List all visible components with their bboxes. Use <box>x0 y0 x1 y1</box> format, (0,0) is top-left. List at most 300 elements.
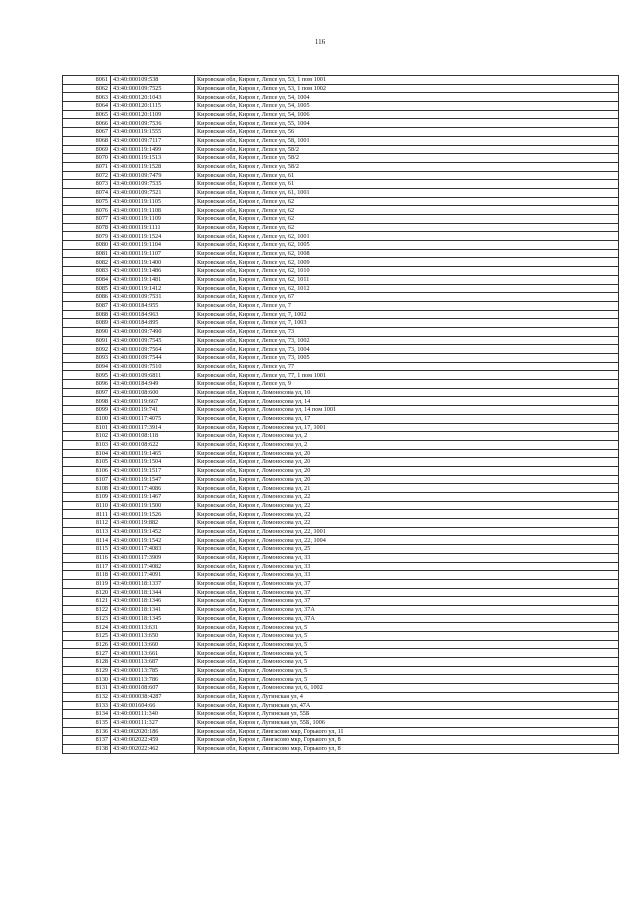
table-row <box>63 588 619 597</box>
address-cell: Кировская обл, Киров г, Ломоносова ул, 25 <box>195 545 619 554</box>
table-row <box>63 562 619 571</box>
table-row <box>63 102 619 111</box>
cadastral-number-cell: 43:40:000109:7521 <box>111 188 195 197</box>
row-number-cell: 8125 <box>63 632 111 641</box>
table-row <box>63 519 619 528</box>
address-cell: Кировская обл, Киров г, Лянгасово мкр, Горького ул, 11 <box>195 727 619 736</box>
address-cell: Кировская обл, Киров г, Лепсе ул, 62, 1001 <box>195 232 619 241</box>
cadastral-number-cell: 43:40:000119:1526 <box>111 510 195 519</box>
address-cell: Кировская обл, Киров г, Лянгасово мкр, Горького ул, 8 <box>195 744 619 753</box>
table-row <box>63 406 619 415</box>
row-number-cell: 8063 <box>63 93 111 102</box>
row-number-cell: 8067 <box>63 128 111 137</box>
cadastral-number-cell: 43:40:000118:1346 <box>111 597 195 606</box>
row-number-cell: 8121 <box>63 597 111 606</box>
table-row <box>63 484 619 493</box>
table-row <box>63 466 619 475</box>
table-row <box>63 232 619 241</box>
cadastral-number-cell: 43:40:000119:1513 <box>111 154 195 163</box>
table-row <box>63 206 619 215</box>
row-number-cell: 8102 <box>63 432 111 441</box>
cadastral-number-cell: 43:40:000117:3914 <box>111 423 195 432</box>
row-number-cell: 8093 <box>63 354 111 363</box>
address-cell: Кировская обл, Киров г, Лепсе ул, 58/2 <box>195 162 619 171</box>
cadastral-number-cell: 43:40:000119:1412 <box>111 284 195 293</box>
cadastral-number-cell: 43:40:000184:949 <box>111 380 195 389</box>
row-number-cell: 8092 <box>63 345 111 354</box>
address-cell: Кировская обл, Киров г, Лепсе ул, 62 <box>195 206 619 215</box>
row-number-cell: 8077 <box>63 215 111 224</box>
row-number-cell: 8090 <box>63 327 111 336</box>
address-cell: Кировская обл, Киров г, Лепсе ул, 62, 1005 <box>195 241 619 250</box>
cadastral-number-cell: 43:40:000119:1467 <box>111 493 195 502</box>
address-cell: Кировская обл, Киров г, Ломоносова ул, 6, 1002 <box>195 684 619 693</box>
table-row <box>63 258 619 267</box>
table-row <box>63 162 619 171</box>
row-number-cell: 8124 <box>63 623 111 632</box>
row-number-cell: 8071 <box>63 162 111 171</box>
address-cell: Кировская обл, Киров г, Ломоносова ул, 17 <box>195 414 619 423</box>
table-row <box>63 223 619 232</box>
table-row <box>63 336 619 345</box>
table-row <box>63 119 619 128</box>
cadastral-number-cell: 43:40:000118:1341 <box>111 605 195 614</box>
table-row <box>63 449 619 458</box>
table-row <box>63 293 619 302</box>
cadastral-number-cell: 43:40:000119:1111 <box>111 223 195 232</box>
row-number-cell: 8133 <box>63 701 111 710</box>
address-cell: Кировская обл, Киров г, Лепсе ул, 61, 1001 <box>195 188 619 197</box>
table-row <box>63 440 619 449</box>
address-cell: Кировская обл, Киров г, Лепсе ул, 7, 1003 <box>195 319 619 328</box>
row-number-cell: 8138 <box>63 744 111 753</box>
address-cell: Кировская обл, Киров г, Ломоносова ул, 33 <box>195 553 619 562</box>
address-cell: Кировская обл, Киров г, Лепсе ул, 61 <box>195 171 619 180</box>
cadastral-number-cell: 43:40:000118:1345 <box>111 614 195 623</box>
address-cell: Кировская обл, Киров г, Ломоносова ул, 20 <box>195 466 619 475</box>
address-cell: Кировская обл, Киров г, Лепсе ул, 58/2 <box>195 145 619 154</box>
row-number-cell: 8080 <box>63 241 111 250</box>
cadastral-number-cell: 43:40:000119:1400 <box>111 258 195 267</box>
row-number-cell: 8070 <box>63 154 111 163</box>
row-number-cell: 8113 <box>63 527 111 536</box>
cadastral-number-cell: 43:40:000119:1499 <box>111 145 195 154</box>
table-row <box>63 432 619 441</box>
cadastral-number-cell: 43:40:000113:631 <box>111 623 195 632</box>
address-cell: Кировская обл, Киров г, Ломоносова ул, 5 <box>195 675 619 684</box>
address-cell: Кировская обл, Киров г, Ломоносова ул, 5 <box>195 640 619 649</box>
table-row <box>63 536 619 545</box>
row-number-cell: 8119 <box>63 579 111 588</box>
address-cell: Кировская обл, Киров г, Ломоносова ул, 37 <box>195 597 619 606</box>
table-row <box>63 458 619 467</box>
address-cell: Кировская обл, Киров г, Лепсе ул, 54, 1004 <box>195 93 619 102</box>
cadastral-number-cell: 43:40:000109:7536 <box>111 119 195 128</box>
address-cell: Кировская обл, Киров г, Лепсе ул, 62, 1008 <box>195 249 619 258</box>
address-cell: Кировская обл, Киров г, Ломоносова ул, 33 <box>195 571 619 580</box>
row-number-cell: 8105 <box>63 458 111 467</box>
address-cell: Кировская обл, Киров г, Лепсе ул, 62, 1012 <box>195 284 619 293</box>
cadastral-number-cell: 43:40:000111:327 <box>111 718 195 727</box>
address-cell: Кировская обл, Киров г, Ломоносова ул, 37А <box>195 605 619 614</box>
cadastral-number-cell: 43:40:000119:1481 <box>111 275 195 284</box>
row-number-cell: 8106 <box>63 466 111 475</box>
row-number-cell: 8132 <box>63 692 111 701</box>
address-cell: Кировская обл, Киров г, Ломоносова ул, 22 <box>195 501 619 510</box>
table-row <box>63 188 619 197</box>
address-cell: Кировская обл, Киров г, Лепсе ул, 53, 1 пом 1001 <box>195 76 619 85</box>
table-row <box>63 154 619 163</box>
row-number-cell: 8066 <box>63 119 111 128</box>
row-number-cell: 8104 <box>63 449 111 458</box>
row-number-cell: 8099 <box>63 406 111 415</box>
address-cell: Кировская обл, Киров г, Лепсе ул, 73, 1004 <box>195 345 619 354</box>
table-row <box>63 736 619 745</box>
row-number-cell: 8134 <box>63 710 111 719</box>
cadastral-number-cell: 43:40:000119:1500 <box>111 501 195 510</box>
row-number-cell: 8086 <box>63 293 111 302</box>
row-number-cell: 8128 <box>63 658 111 667</box>
cadastral-number-cell: 43:40:000109:7490 <box>111 327 195 336</box>
cadastral-number-cell: 43:40:000119:1452 <box>111 527 195 536</box>
cadastral-number-cell: 43:40:000119:1105 <box>111 197 195 206</box>
address-cell: Кировская обл, Киров г, Ломоносова ул, 20 <box>195 449 619 458</box>
row-number-cell: 8068 <box>63 136 111 145</box>
table-row <box>63 267 619 276</box>
cadastral-number-cell: 43:40:000118:1337 <box>111 579 195 588</box>
table-row <box>63 571 619 580</box>
cadastral-number-cell: 43:40:000119:1542 <box>111 536 195 545</box>
table-row <box>63 701 619 710</box>
address-cell: Кировская обл, Киров г, Ломоносова ул, 5 <box>195 632 619 641</box>
row-number-cell: 8074 <box>63 188 111 197</box>
registry-table-body <box>63 76 619 754</box>
table-row <box>63 310 619 319</box>
row-number-cell: 8114 <box>63 536 111 545</box>
table-row <box>63 501 619 510</box>
table-row <box>63 692 619 701</box>
table-row <box>63 527 619 536</box>
cadastral-number-cell: 43:40:000111:340 <box>111 710 195 719</box>
row-number-cell: 8078 <box>63 223 111 232</box>
address-cell: Кировская обл, Киров г, Лепсе ул, 73, 1002 <box>195 336 619 345</box>
row-number-cell: 8130 <box>63 675 111 684</box>
address-cell: Кировская обл, Киров г, Ломоносова ул, 2 <box>195 432 619 441</box>
cadastral-number-cell: 43:40:000119:1504 <box>111 458 195 467</box>
table-row <box>63 666 619 675</box>
row-number-cell: 8111 <box>63 510 111 519</box>
cadastral-number-cell: 43:40:000109:7545 <box>111 336 195 345</box>
cadastral-number-cell: 43:40:000120:1115 <box>111 102 195 111</box>
table-row <box>63 76 619 85</box>
address-cell: Кировская обл, Киров г, Лугинская ул, 4 <box>195 692 619 701</box>
table-row <box>63 301 619 310</box>
row-number-cell: 8127 <box>63 649 111 658</box>
row-number-cell: 8118 <box>63 571 111 580</box>
table-row <box>63 623 619 632</box>
table-row <box>63 710 619 719</box>
table-row <box>63 388 619 397</box>
table-row <box>63 579 619 588</box>
row-number-cell: 8100 <box>63 414 111 423</box>
address-cell: Кировская обл, Киров г, Лепсе ул, 53, 1 пом 1002 <box>195 84 619 93</box>
table-row <box>63 197 619 206</box>
address-cell: Кировская обл, Киров г, Лепсе ул, 58, 1001 <box>195 136 619 145</box>
row-number-cell: 8069 <box>63 145 111 154</box>
address-cell: Кировская обл, Киров г, Лепсе ул, 54, 1006 <box>195 110 619 119</box>
table-row <box>63 597 619 606</box>
row-number-cell: 8131 <box>63 684 111 693</box>
row-number-cell: 8088 <box>63 310 111 319</box>
table-row <box>63 423 619 432</box>
address-cell: Кировская обл, Киров г, Ломоносова ул, 5 <box>195 623 619 632</box>
table-row <box>63 640 619 649</box>
address-cell: Кировская обл, Киров г, Лепсе ул, 73 <box>195 327 619 336</box>
cadastral-number-cell: 43:40:000119:1465 <box>111 449 195 458</box>
address-cell: Кировская обл, Киров г, Лепсе ул, 77, 1 пом 1001 <box>195 371 619 380</box>
table-row <box>63 649 619 658</box>
address-cell: Кировская обл, Киров г, Лянгасово мкр, Горького ул, 8 <box>195 736 619 745</box>
address-cell: Кировская обл, Киров г, Ломоносова ул, 5 <box>195 649 619 658</box>
address-cell: Кировская обл, Киров г, Лепсе ул, 77 <box>195 362 619 371</box>
address-cell: Кировская обл, Киров г, Ломоносова ул, 21 <box>195 484 619 493</box>
table-row <box>63 605 619 614</box>
cadastral-number-cell: 43:40:000109:7510 <box>111 362 195 371</box>
address-cell: Кировская обл, Киров г, Лепсе ул, 62 <box>195 197 619 206</box>
address-cell: Кировская обл, Киров г, Лепсе ул, 7, 1002 <box>195 310 619 319</box>
row-number-cell: 8115 <box>63 545 111 554</box>
row-number-cell: 8064 <box>63 102 111 111</box>
address-cell: Кировская обл, Киров г, Ломоносова ул, 5 <box>195 666 619 675</box>
address-cell: Кировская обл, Киров г, Ломоносова ул, 2 <box>195 440 619 449</box>
row-number-cell: 8137 <box>63 736 111 745</box>
row-number-cell: 8107 <box>63 475 111 484</box>
table-row <box>63 493 619 502</box>
table-row <box>63 510 619 519</box>
cadastral-number-cell: 43:40:000113:785 <box>111 666 195 675</box>
address-cell: Кировская обл, Киров г, Лепсе ул, 61 <box>195 180 619 189</box>
row-number-cell: 8101 <box>63 423 111 432</box>
row-number-cell: 8094 <box>63 362 111 371</box>
row-number-cell: 8072 <box>63 171 111 180</box>
cadastral-number-cell: 43:40:000117:4075 <box>111 414 195 423</box>
row-number-cell: 8087 <box>63 301 111 310</box>
cadastral-number-cell: 43:40:000119:741 <box>111 406 195 415</box>
cadastral-number-cell: 43:40:000109:7544 <box>111 354 195 363</box>
cadastral-number-cell: 43:40:000119:667 <box>111 397 195 406</box>
address-cell: Кировская обл, Киров г, Ломоносова ул, 37 <box>195 579 619 588</box>
cadastral-number-cell: 43:40:000120:1109 <box>111 110 195 119</box>
address-cell: Кировская обл, Киров г, Лепсе ул, 54, 1005 <box>195 102 619 111</box>
address-cell: Кировская обл, Киров г, Лугинская ул, 47А <box>195 701 619 710</box>
table-row <box>63 397 619 406</box>
table-row <box>63 553 619 562</box>
cadastral-number-cell: 43:40:000119:1524 <box>111 232 195 241</box>
table-row <box>63 275 619 284</box>
address-cell: Кировская обл, Киров г, Лепсе ул, 9 <box>195 380 619 389</box>
address-cell: Кировская обл, Киров г, Лепсе ул, 67 <box>195 293 619 302</box>
table-row <box>63 727 619 736</box>
table-row <box>63 675 619 684</box>
cadastral-number-cell: 43:40:000119:1517 <box>111 466 195 475</box>
cadastral-number-cell: 43:40:000109:6811 <box>111 371 195 380</box>
address-cell: Кировская обл, Киров г, Лепсе ул, 73, 1005 <box>195 354 619 363</box>
table-row <box>63 136 619 145</box>
cadastral-number-cell: 43:40:000119:1104 <box>111 241 195 250</box>
table-row <box>63 284 619 293</box>
cadastral-number-cell: 43:40:002022:462 <box>111 744 195 753</box>
address-cell: Кировская обл, Киров г, Лепсе ул, 62, 1010 <box>195 267 619 276</box>
row-number-cell: 8136 <box>63 727 111 736</box>
table-row <box>63 249 619 258</box>
cadastral-number-cell: 43:40:000119:1486 <box>111 267 195 276</box>
address-cell: Кировская обл, Киров г, Лепсе ул, 62, 1009 <box>195 258 619 267</box>
address-cell: Кировская обл, Киров г, Ломоносова ул, 22 <box>195 510 619 519</box>
row-number-cell: 8120 <box>63 588 111 597</box>
table-row <box>63 215 619 224</box>
cadastral-number-cell: 43:40:000120:1043 <box>111 93 195 102</box>
row-number-cell: 8089 <box>63 319 111 328</box>
address-cell: Кировская обл, Киров г, Ломоносова ул, 14 пом 1001 <box>195 406 619 415</box>
row-number-cell: 8123 <box>63 614 111 623</box>
cadastral-number-cell: 43:40:000184:895 <box>111 319 195 328</box>
cadastral-number-cell: 43:40:000109:7525 <box>111 84 195 93</box>
row-number-cell: 8079 <box>63 232 111 241</box>
cadastral-number-cell: 43:40:000108:607 <box>111 684 195 693</box>
address-cell: Кировская обл, Киров г, Ломоносова ул, 17, 1001 <box>195 423 619 432</box>
address-cell: Кировская обл, Киров г, Лепсе ул, 7 <box>195 301 619 310</box>
cadastral-number-cell: 43:40:000108:118 <box>111 432 195 441</box>
table-row <box>63 718 619 727</box>
row-number-cell: 8122 <box>63 605 111 614</box>
address-cell: Кировская обл, Киров г, Лепсе ул, 62, 1011 <box>195 275 619 284</box>
cadastral-number-cell: 43:40:000109:538 <box>111 76 195 85</box>
table-row <box>63 171 619 180</box>
cadastral-number-cell: 43:40:000117:4091 <box>111 571 195 580</box>
address-cell: Кировская обл, Киров г, Ломоносова ул, 10 <box>195 388 619 397</box>
address-cell: Кировская обл, Киров г, Лепсе ул, 62 <box>195 215 619 224</box>
table-row <box>63 180 619 189</box>
cadastral-number-cell: 43:40:000118:1344 <box>111 588 195 597</box>
cadastral-number-cell: 43:40:000184:963 <box>111 310 195 319</box>
table-row <box>63 93 619 102</box>
cadastral-number-cell: 43:40:000119:882 <box>111 519 195 528</box>
row-number-cell: 8117 <box>63 562 111 571</box>
table-row <box>63 241 619 250</box>
cadastral-number-cell: 43:40:000113:661 <box>111 649 195 658</box>
table-row <box>63 362 619 371</box>
cadastral-number-cell: 43:40:000119:1107 <box>111 249 195 258</box>
row-number-cell: 8129 <box>63 666 111 675</box>
cadastral-number-cell: 43:40:000119:1109 <box>111 215 195 224</box>
cadastral-number-cell: 43:40:000108:622 <box>111 440 195 449</box>
address-cell: Кировская обл, Киров г, Лепсе ул, 55, 1004 <box>195 119 619 128</box>
row-number-cell: 8103 <box>63 440 111 449</box>
address-cell: Кировская обл, Киров г, Ломоносова ул, 22 <box>195 519 619 528</box>
row-number-cell: 8097 <box>63 388 111 397</box>
cadastral-number-cell: 43:40:000117:3909 <box>111 553 195 562</box>
table-row <box>63 319 619 328</box>
address-cell: Кировская обл, Киров г, Ломоносова ул, 37А <box>195 614 619 623</box>
cadastral-number-cell: 43:40:000113:687 <box>111 658 195 667</box>
table-row <box>63 684 619 693</box>
row-number-cell: 8108 <box>63 484 111 493</box>
row-number-cell: 8110 <box>63 501 111 510</box>
table-row <box>63 414 619 423</box>
cadastral-number-cell: 43:40:001604:66 <box>111 701 195 710</box>
address-cell: Кировская обл, Киров г, Ломоносова ул, 14 <box>195 397 619 406</box>
row-number-cell: 8081 <box>63 249 111 258</box>
table-row <box>63 380 619 389</box>
table-row <box>63 345 619 354</box>
registry-table <box>62 75 619 754</box>
table-row <box>63 110 619 119</box>
address-cell: Кировская обл, Киров г, Лепсе ул, 58/2 <box>195 154 619 163</box>
cadastral-number-cell: 43:40:000117:4083 <box>111 545 195 554</box>
cadastral-number-cell: 43:40:000119:1555 <box>111 128 195 137</box>
table-row <box>63 327 619 336</box>
address-cell: Кировская обл, Киров г, Ломоносова ул, 33 <box>195 562 619 571</box>
cadastral-number-cell: 43:40:002022:459 <box>111 736 195 745</box>
row-number-cell: 8091 <box>63 336 111 345</box>
cadastral-number-cell: 43:40:000119:1528 <box>111 162 195 171</box>
address-cell: Кировская обл, Киров г, Ломоносова ул, 22 <box>195 493 619 502</box>
row-number-cell: 8098 <box>63 397 111 406</box>
row-number-cell: 8076 <box>63 206 111 215</box>
cadastral-number-cell: 43:40:000113:650 <box>111 632 195 641</box>
table-row <box>63 475 619 484</box>
row-number-cell: 8084 <box>63 275 111 284</box>
address-cell: Кировская обл, Киров г, Лугинская ул, 55Б, 1006 <box>195 718 619 727</box>
table-row <box>63 744 619 753</box>
address-cell: Кировская обл, Киров г, Лепсе ул, 62 <box>195 223 619 232</box>
table-row <box>63 128 619 137</box>
address-cell: Кировская обл, Киров г, Лепсе ул, 56 <box>195 128 619 137</box>
cadastral-number-cell: 43:40:000109:7535 <box>111 180 195 189</box>
cadastral-number-cell: 43:40:000113:786 <box>111 675 195 684</box>
address-cell: Кировская обл, Киров г, Ломоносова ул, 5 <box>195 658 619 667</box>
table-row <box>63 371 619 380</box>
cadastral-number-cell: 43:40:000038:4287 <box>111 692 195 701</box>
cadastral-number-cell: 43:40:000119:1108 <box>111 206 195 215</box>
address-cell: Кировская обл, Киров г, Ломоносова ул, 37 <box>195 588 619 597</box>
row-number-cell: 8096 <box>63 380 111 389</box>
row-number-cell: 8116 <box>63 553 111 562</box>
cadastral-number-cell: 43:40:000117:4086 <box>111 484 195 493</box>
address-cell: Кировская обл, Киров г, Ломоносова ул, 22, 1004 <box>195 536 619 545</box>
row-number-cell: 8083 <box>63 267 111 276</box>
cadastral-number-cell: 43:40:000184:955 <box>111 301 195 310</box>
table-row <box>63 658 619 667</box>
address-cell: Кировская обл, Киров г, Ломоносова ул, 22, 1001 <box>195 527 619 536</box>
row-number-cell: 8082 <box>63 258 111 267</box>
cadastral-number-cell: 43:40:000109:7479 <box>111 171 195 180</box>
row-number-cell: 8075 <box>63 197 111 206</box>
page-number: 116 <box>314 38 326 46</box>
row-number-cell: 8109 <box>63 493 111 502</box>
cadastral-number-cell: 43:40:000109:7564 <box>111 345 195 354</box>
cadastral-number-cell: 43:40:000108:600 <box>111 388 195 397</box>
row-number-cell: 8126 <box>63 640 111 649</box>
address-cell: Кировская обл, Киров г, Ломоносова ул, 20 <box>195 475 619 484</box>
cadastral-number-cell: 43:40:000113:660 <box>111 640 195 649</box>
cadastral-number-cell: 43:40:002020:186 <box>111 727 195 736</box>
row-number-cell: 8085 <box>63 284 111 293</box>
table-row <box>63 354 619 363</box>
table-row <box>63 545 619 554</box>
row-number-cell: 8073 <box>63 180 111 189</box>
row-number-cell: 8135 <box>63 718 111 727</box>
